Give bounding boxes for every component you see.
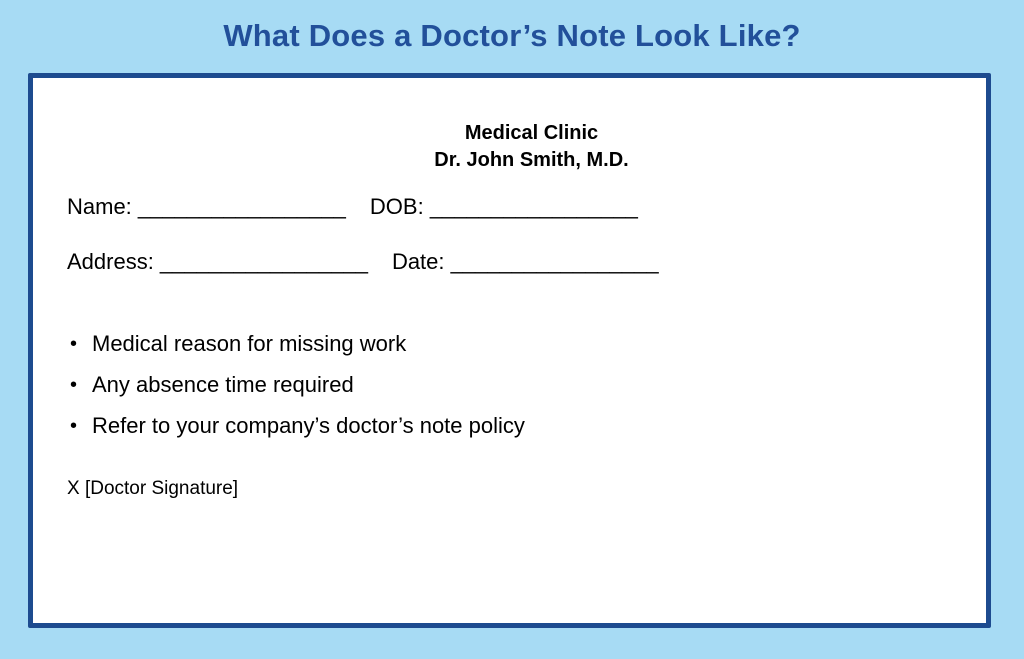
doctor-note-card: [28, 73, 991, 628]
clinic-header: [33, 120, 1024, 174]
note-requirements-list: [67, 330, 525, 453]
list-item-text: Refer to your company’s doctor’s note policy: [92, 413, 525, 438]
dob-field: DOB: _________________: [369, 194, 638, 219]
patient-info-row-2: [67, 248, 659, 276]
page-heading: What Does a Doctor’s Note Look Like?: [223, 18, 801, 53]
bullet-icon: •: [70, 333, 78, 355]
list-item: [67, 412, 525, 440]
list-item-text: Medical reason for missing work: [92, 331, 407, 356]
clinic-name: Medical Clinic: [464, 122, 599, 144]
list-item-text: Any absence time required: [92, 372, 354, 397]
bullet-icon: •: [70, 374, 78, 396]
list-item: [67, 371, 525, 399]
address-field: Address: _________________: [67, 249, 368, 274]
doctor-name: Dr. John Smith, M.D.: [434, 149, 629, 171]
doctor-signature-line: X [Doctor Signature]: [67, 478, 239, 499]
date-field: Date: _________________: [391, 249, 659, 274]
name-field: Name: _________________: [67, 194, 346, 219]
bullet-icon: •: [70, 415, 78, 437]
list-item: [67, 330, 525, 358]
patient-info-row-1: [67, 193, 638, 221]
